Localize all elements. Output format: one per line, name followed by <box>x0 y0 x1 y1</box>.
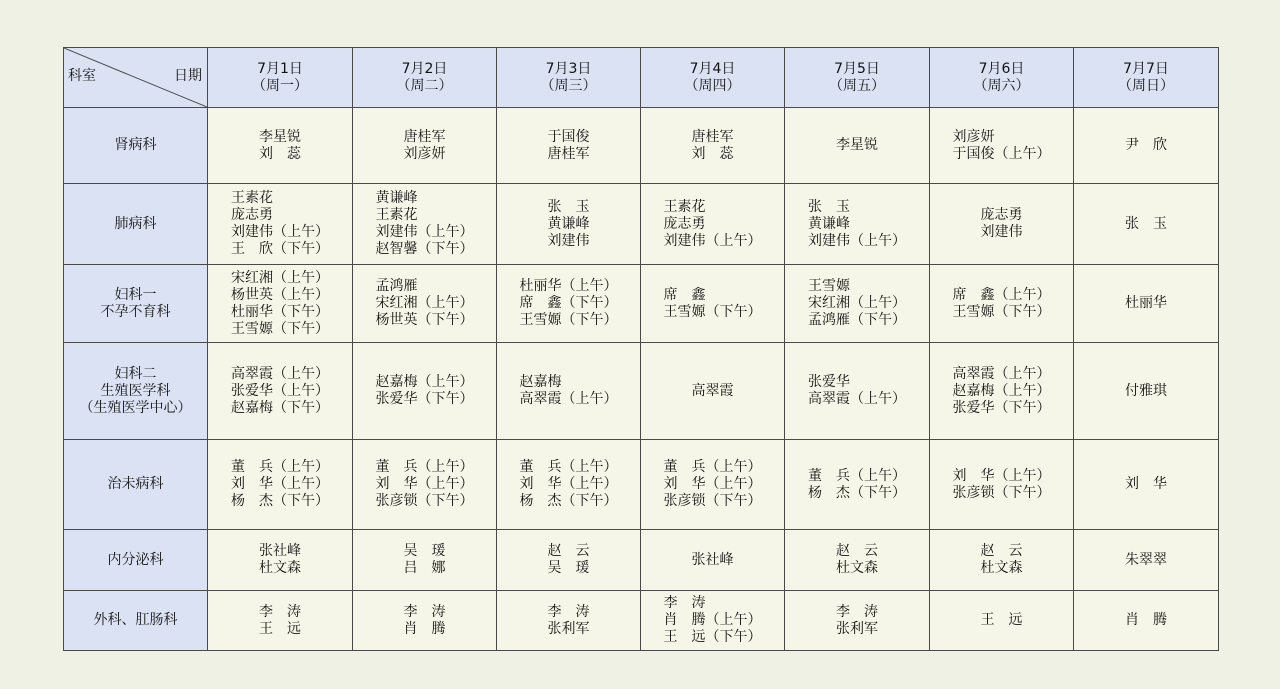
schedule-cell <box>497 265 641 343</box>
doctor-entry: 刘建伟（上午） <box>808 232 906 249</box>
schedule-cell <box>353 184 497 265</box>
doctor-list <box>404 604 446 638</box>
schedule-cell <box>1074 265 1219 343</box>
doctor-entry: 孟鸿雁（下午） <box>808 312 906 328</box>
doctor-list <box>548 129 590 163</box>
doctor-entry: 刘 华（上午） <box>663 476 762 492</box>
doctor-list <box>548 199 590 250</box>
doctor-list <box>404 129 446 163</box>
doctor-list <box>836 604 878 638</box>
department-cell <box>64 343 208 440</box>
doctor-entry: 王 远 <box>259 620 301 637</box>
doctor-list <box>1125 552 1167 569</box>
doctor-entry: 赵嘉梅（上午） <box>375 374 474 390</box>
doctor-entry: 王 欣（下午） <box>231 241 329 257</box>
doctor-entry: 吴 瑗 <box>547 560 590 576</box>
day-weekday: （周三） <box>540 77 597 94</box>
doctor-entry: 宋红湘（上午） <box>231 269 329 286</box>
doctor-entry: 肖 腾 <box>1125 612 1167 628</box>
doctor-entry: 赵智馨（下午） <box>375 241 474 257</box>
doctor-list <box>664 287 762 321</box>
schedule-cell <box>641 530 785 591</box>
doctor-entry: 王雪嫄（下午） <box>519 312 618 328</box>
day-weekday: （周一） <box>252 77 308 94</box>
doctor-entry: 杜丽华（下午） <box>231 303 329 320</box>
doctor-entry: 于国俊 <box>547 128 590 145</box>
doctor-entry: 王素花 <box>663 198 706 215</box>
table-row <box>64 343 1219 440</box>
doctor-entry: 张爱华 <box>808 374 850 390</box>
day-header <box>641 48 785 108</box>
doctor-entry: 杜丽华（上午） <box>519 278 618 294</box>
schedule-cell <box>1074 530 1219 591</box>
schedule-cell <box>785 530 930 591</box>
doctor-entry: 张利军 <box>836 620 878 637</box>
schedule-cell <box>353 343 497 440</box>
schedule-cell <box>641 440 785 530</box>
doctor-entry: 李 涛 <box>259 603 301 620</box>
doctor-list <box>808 468 906 502</box>
day-weekday: （周四） <box>684 77 741 94</box>
doctor-list <box>231 190 329 258</box>
doctor-entry: 王雪嫄 <box>808 278 850 294</box>
doctor-entry: 唐桂军 <box>547 145 590 162</box>
doctor-entry: 庞志勇 <box>231 207 273 223</box>
department-name: （生殖医学中心） <box>79 399 192 416</box>
schedule-cell <box>497 440 641 530</box>
doctor-list <box>1125 137 1167 154</box>
schedule-cell <box>208 440 353 530</box>
doctor-entry: 赵嘉梅（上午） <box>952 382 1051 399</box>
doctor-list <box>664 199 762 250</box>
doctor-entry: 张爱华（上午） <box>231 382 329 399</box>
day-date: 7月5日 <box>834 60 880 77</box>
schedule-cell <box>930 265 1074 343</box>
day-date: 7月3日 <box>545 60 592 77</box>
department-name: 肺病科 <box>114 215 157 232</box>
doctor-entry: 尹 欣 <box>1125 137 1167 153</box>
doctor-list <box>520 278 618 329</box>
doctor-list <box>376 374 474 408</box>
doctor-list <box>692 383 734 400</box>
doctor-list <box>376 190 474 258</box>
corner-header-cell <box>64 48 208 108</box>
doctor-entry: 刘 华 <box>1125 476 1167 492</box>
schedule-cell <box>930 108 1074 184</box>
doctor-list <box>953 468 1051 502</box>
schedule-cell <box>353 591 497 651</box>
table-row <box>64 440 1219 530</box>
schedule-cell <box>497 591 641 651</box>
doctor-list <box>953 129 1051 163</box>
schedule-cell <box>930 184 1074 265</box>
doctor-entry: 刘彦妍 <box>952 128 995 145</box>
day-date: 7月1日 <box>257 60 303 77</box>
doctor-list <box>520 459 618 510</box>
schedule-cell <box>497 530 641 591</box>
header-row <box>64 48 1219 108</box>
doctor-list <box>836 543 878 577</box>
doctor-entry: 王雪嫄（下午） <box>231 320 329 337</box>
doctor-entry: 刘建伟 <box>980 224 1023 240</box>
doctor-entry: 唐桂军 <box>403 128 446 145</box>
doctor-entry: 吕 娜 <box>403 560 446 576</box>
doctor-list <box>664 459 762 510</box>
schedule-cell <box>497 184 641 265</box>
doctor-entry: 刘 华（上午） <box>231 476 329 492</box>
doctor-list <box>981 207 1023 241</box>
doctor-entry: 张 玉 <box>547 198 590 215</box>
schedule-cell <box>1074 343 1219 440</box>
department-cell <box>64 591 208 651</box>
doctor-entry: 席 鑫（上午） <box>952 286 1051 303</box>
doctor-list <box>520 374 618 408</box>
doctor-list <box>376 278 474 329</box>
schedule-cell <box>353 530 497 591</box>
doctor-list <box>836 137 878 154</box>
doctor-entry: 刘彦妍 <box>403 145 446 162</box>
doctor-entry: 张社峰 <box>259 543 301 559</box>
doctor-list <box>664 595 762 646</box>
doctor-entry: 黄谦峰 <box>375 190 418 206</box>
day-weekday: （周六） <box>973 77 1030 94</box>
doctor-entry: 刘建伟（上午） <box>231 224 329 240</box>
schedule-cell <box>208 108 353 184</box>
day-date: 7月2日 <box>401 60 448 77</box>
department-cell <box>64 530 208 591</box>
department-name: 内分泌科 <box>107 551 164 568</box>
doctor-entry: 杨 杰（下午） <box>808 484 906 501</box>
table-row <box>64 591 1219 651</box>
doctor-entry: 高翠霞 <box>691 382 734 399</box>
date-axis-label: 日期 <box>174 68 202 84</box>
doctor-entry: 刘 华（上午） <box>375 476 474 492</box>
schedule-cell <box>785 440 930 530</box>
doctor-entry: 董 兵（上午） <box>663 459 762 475</box>
department-name: 妇科一 <box>114 286 157 303</box>
department-name: 外科、肛肠科 <box>93 612 178 628</box>
schedule-cell <box>208 591 353 651</box>
doctor-list <box>404 543 446 577</box>
doctor-list <box>692 552 734 569</box>
doctor-entry: 张 玉 <box>808 198 850 215</box>
schedule-cell <box>930 343 1074 440</box>
doctor-list <box>1125 476 1167 493</box>
department-cell <box>64 108 208 184</box>
table-row <box>64 530 1219 591</box>
doctor-entry: 付雅琪 <box>1125 382 1167 399</box>
table-row <box>64 184 1219 265</box>
doctor-entry: 李 涛 <box>836 603 878 620</box>
doctor-entry: 杜文森 <box>980 560 1023 576</box>
department-cell <box>64 265 208 343</box>
doctor-entry: 刘 蕊 <box>691 145 734 162</box>
doctor-entry: 杨 杰（下午） <box>519 493 618 509</box>
doctor-entry: 张爱华（下午） <box>952 399 1051 416</box>
doctor-entry: 李 涛 <box>547 603 590 620</box>
doctor-list <box>1125 383 1167 400</box>
doctor-entry: 杜文森 <box>836 560 878 576</box>
doctor-entry: 张彦锁（下午） <box>952 484 1051 501</box>
doctor-entry: 黄谦峰 <box>547 215 590 232</box>
schedule-cell <box>785 343 930 440</box>
doctor-entry: 杨世英（下午） <box>375 312 474 328</box>
doctor-list <box>953 366 1051 417</box>
schedule-cell <box>641 265 785 343</box>
day-date: 7月4日 <box>689 60 736 77</box>
day-header <box>785 48 930 108</box>
doctor-entry: 王雪嫄（下午） <box>952 303 1051 320</box>
doctor-list <box>259 604 301 638</box>
doctor-entry: 赵 云 <box>980 543 1023 559</box>
schedule-cell <box>208 184 353 265</box>
department-name: 治未病科 <box>107 476 164 492</box>
schedule-cell <box>641 591 785 651</box>
schedule-body <box>64 108 1219 651</box>
doctor-entry: 朱翠翠 <box>1125 551 1167 568</box>
doctor-entry: 赵嘉梅（下午） <box>231 399 329 416</box>
doctor-entry: 刘 蕊 <box>259 145 301 162</box>
schedule-cell <box>1074 108 1219 184</box>
schedule-cell <box>785 591 930 651</box>
doctor-entry: 孟鸿雁 <box>375 278 418 294</box>
doctor-list <box>808 199 906 250</box>
table-row <box>64 108 1219 184</box>
day-date: 7月6日 <box>978 60 1025 77</box>
doctor-list <box>981 612 1023 629</box>
schedule-cell <box>641 343 785 440</box>
schedule-cell <box>497 343 641 440</box>
day-weekday: （周日） <box>1118 77 1174 94</box>
doctor-entry: 王 远（下午） <box>663 629 762 645</box>
schedule-cell <box>930 440 1074 530</box>
doctor-list <box>376 459 474 510</box>
doctor-list <box>231 270 329 338</box>
doctor-entry: 王素花 <box>231 190 273 206</box>
schedule-cell <box>1074 184 1219 265</box>
doctor-list <box>231 459 329 510</box>
doctor-list <box>1125 612 1167 629</box>
schedule-cell <box>353 108 497 184</box>
department-axis-label: 科室 <box>68 68 96 84</box>
doctor-entry: 席 鑫（下午） <box>519 295 618 311</box>
day-header <box>1074 48 1219 108</box>
day-header <box>930 48 1074 108</box>
doctor-entry: 赵 云 <box>836 543 878 559</box>
doctor-entry: 宋红湘（上午） <box>808 295 906 311</box>
doctor-list <box>692 129 734 163</box>
doctor-list <box>808 374 906 408</box>
doctor-entry: 庞志勇 <box>980 207 1023 223</box>
doctor-entry: 张彦锁（下午） <box>375 493 474 509</box>
doctor-entry: 高翠霞（上午） <box>519 391 618 407</box>
doctor-entry: 张 玉 <box>1125 215 1167 232</box>
table-row <box>64 265 1219 343</box>
day-date: 7月7日 <box>1123 60 1169 77</box>
doctor-entry: 刘建伟（上午） <box>663 232 762 249</box>
doctor-entry: 肖 腾（上午） <box>663 612 762 628</box>
doctor-list <box>953 287 1051 321</box>
doctor-entry: 王 远 <box>980 612 1023 628</box>
schedule-cell <box>930 591 1074 651</box>
doctor-list <box>1125 295 1167 312</box>
doctor-entry: 董 兵（上午） <box>375 459 474 475</box>
doctor-entry: 于国俊（上午） <box>952 145 1051 162</box>
schedule-cell <box>353 440 497 530</box>
day-weekday: （周二） <box>396 77 453 94</box>
schedule-cell <box>785 184 930 265</box>
doctor-entry: 高翠霞（上午） <box>952 365 1051 382</box>
doctor-entry: 董 兵（上午） <box>808 467 906 484</box>
doctor-entry: 黄谦峰 <box>808 215 850 232</box>
doctor-entry: 董 兵（上午） <box>231 459 329 475</box>
schedule-cell <box>208 265 353 343</box>
doctor-entry: 王雪嫄（下午） <box>663 303 762 320</box>
schedule-cell <box>930 530 1074 591</box>
doctor-entry: 王素花 <box>375 207 418 223</box>
doctor-entry: 杨世英（上午） <box>231 286 329 303</box>
doctor-entry: 刘 华（上午） <box>952 467 1051 484</box>
duty-schedule-table <box>63 47 1219 651</box>
department-name: 生殖医学科 <box>100 382 171 399</box>
schedule-cell <box>1074 591 1219 651</box>
doctor-entry: 刘建伟 <box>547 232 590 249</box>
doctor-entry: 高翠霞（上午） <box>808 391 906 407</box>
department-name: 不孕不育科 <box>100 303 171 320</box>
doctor-list <box>1125 216 1167 233</box>
doctor-entry: 李 涛 <box>403 603 446 620</box>
doctor-entry: 杜文森 <box>259 560 301 576</box>
doctor-entry: 张社峰 <box>691 551 734 568</box>
department-name: 妇科二 <box>114 365 157 382</box>
doctor-entry: 高翠霞（上午） <box>231 365 329 382</box>
doctor-list <box>981 543 1023 577</box>
schedule-cell <box>1074 440 1219 530</box>
doctor-entry: 赵 云 <box>547 543 590 559</box>
schedule-cell <box>785 265 930 343</box>
doctor-entry: 张利军 <box>547 620 590 637</box>
day-header <box>497 48 641 108</box>
doctor-entry: 董 兵（上午） <box>519 459 618 475</box>
doctor-entry: 张爱华（下午） <box>375 391 474 407</box>
schedule-cell <box>208 343 353 440</box>
doctor-entry: 李星锐 <box>259 128 301 145</box>
doctor-entry: 席 鑫 <box>663 286 706 303</box>
doctor-entry: 杜丽华 <box>1125 295 1167 311</box>
doctor-list <box>231 366 329 417</box>
schedule-cell <box>641 108 785 184</box>
department-name: 肾病科 <box>114 137 157 153</box>
doctor-list <box>548 604 590 638</box>
doctor-entry: 吴 瑗 <box>403 543 446 559</box>
doctor-entry: 张彦锁（下午） <box>663 493 762 509</box>
doctor-entry: 杨 杰（下午） <box>231 493 329 509</box>
doctor-list <box>548 543 590 577</box>
doctor-entry: 肖 腾 <box>403 620 446 637</box>
doctor-list <box>808 278 906 329</box>
doctor-list <box>259 129 301 163</box>
day-weekday: （周五） <box>829 77 885 94</box>
doctor-entry: 唐桂军 <box>691 128 734 145</box>
day-header <box>208 48 353 108</box>
doctor-entry: 刘建伟（上午） <box>375 224 474 240</box>
doctor-entry: 李 涛 <box>663 595 706 611</box>
schedule-cell <box>353 265 497 343</box>
department-cell <box>64 184 208 265</box>
schedule-cell <box>208 530 353 591</box>
doctor-entry: 李星锐 <box>836 137 878 153</box>
department-cell <box>64 440 208 530</box>
schedule-cell <box>641 184 785 265</box>
doctor-entry: 刘 华（上午） <box>519 476 618 492</box>
schedule-cell <box>785 108 930 184</box>
doctor-entry: 赵嘉梅 <box>519 374 562 390</box>
day-header <box>353 48 497 108</box>
schedule-cell <box>497 108 641 184</box>
doctor-entry: 宋红湘（上午） <box>375 295 474 311</box>
doctor-entry: 庞志勇 <box>663 215 706 232</box>
doctor-list <box>259 543 301 577</box>
